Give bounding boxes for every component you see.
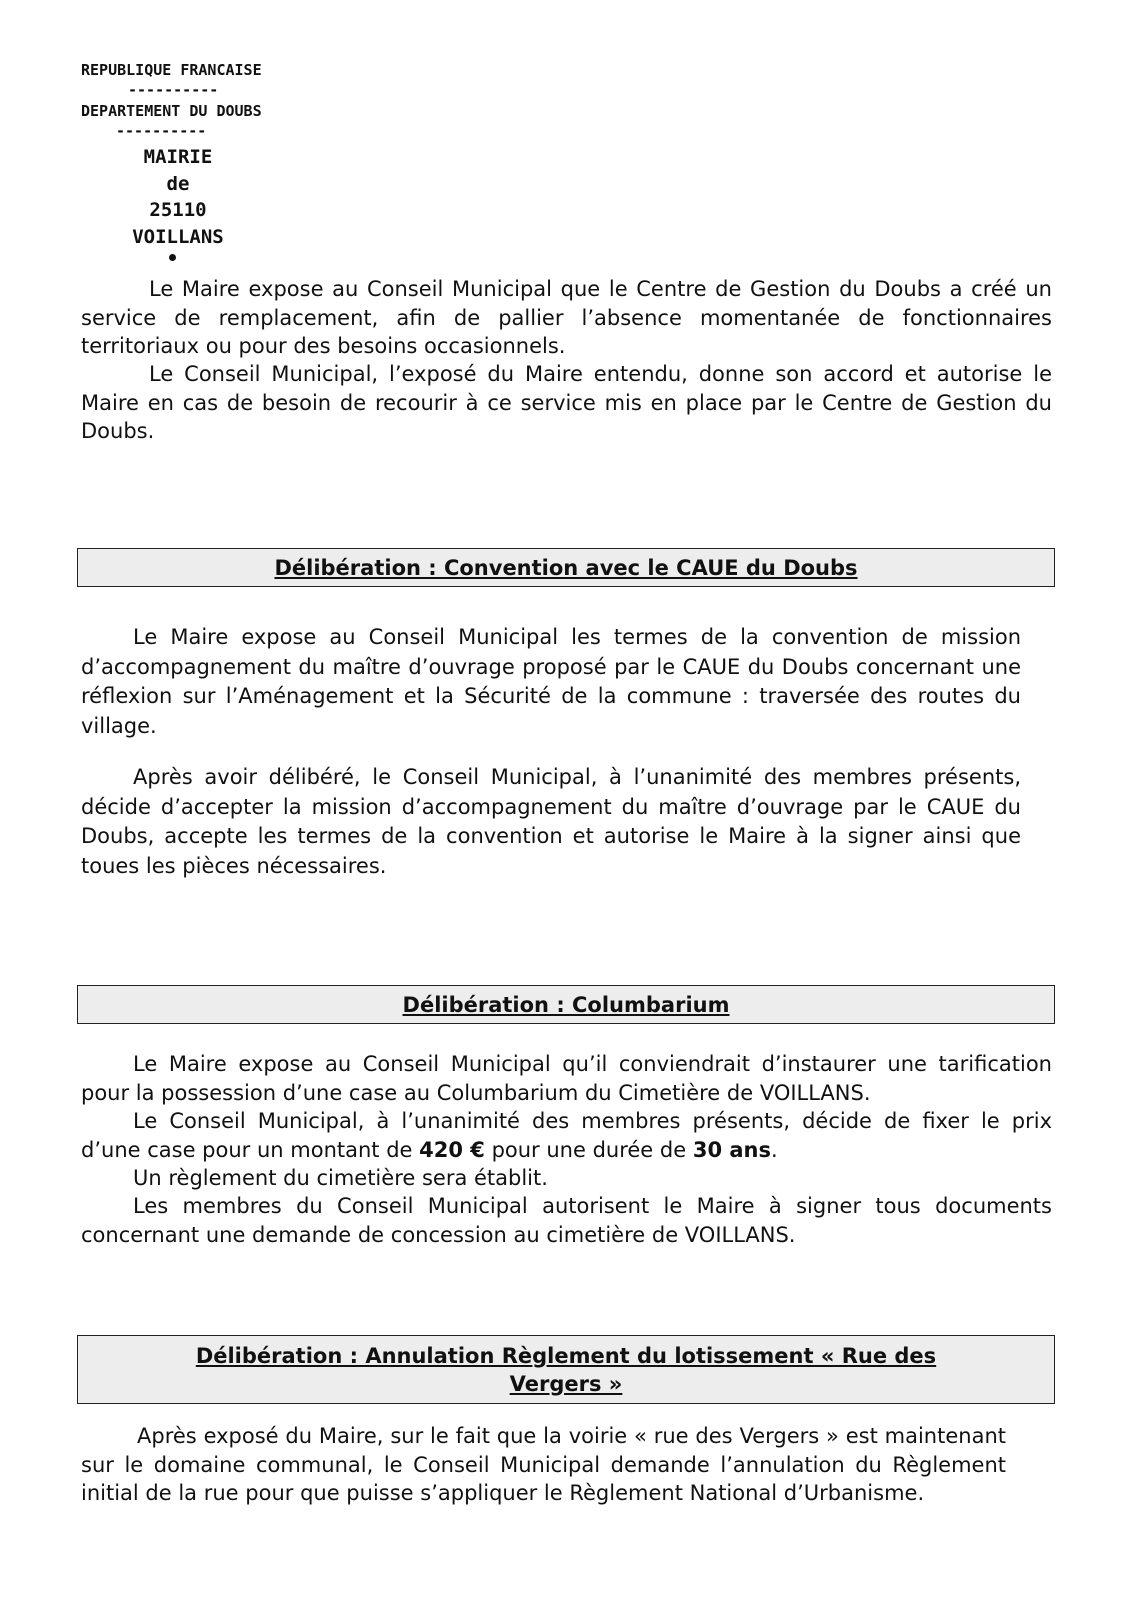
section-title-line: Vergers »: [509, 1371, 623, 1396]
section-paragraph: Le Maire expose au Conseil Municipal qu’il conviendrait d’instaurer une tarification pour la possession d’une case au Columbarium du Cimetière de VOILLANS.: [81, 1052, 1052, 1105]
price-text-before: Le Conseil Municipal, à l’unanimité des membres présents, décide de fixer le prix d’une case pour un montant de: [81, 1109, 1052, 1162]
mairie-block: [100, 144, 256, 250]
header-separator: ----------: [128, 81, 219, 99]
section-title-line: Délibération : Annulation Règlement du lotissement « Rue des: [195, 1343, 937, 1368]
price-text-middle: pour une durée de: [484, 1137, 693, 1162]
section-paragraph: Le Maire expose au Conseil Municipal les termes de la convention de mission d’accompagnement du maître d’ouvrage proposé par le CAUE du Doubs concernant une réflexion sur l’Aménagement et la Sécurité de la commune : traversée des routes du village.: [81, 625, 1021, 738]
bullet-dot: [169, 254, 176, 261]
price-paragraph: [81, 1107, 1052, 1164]
header-departement: DEPARTEMENT DU DOUBS: [81, 102, 262, 120]
section-paragraph: Après avoir délibéré, le Conseil Municipal, à l’unanimité des membres présents, décide d’accepter la mission d’accompagnement du maître d’ouvrage par le CAUE du Doubs, accepte les termes de la convention et autorise le Maire à la signer ainsi que toues les pièces nécessaires.: [81, 765, 1021, 878]
section-title-box: [77, 1335, 1055, 1404]
section-title: Délibération : Columbarium: [402, 992, 730, 1017]
mairie-label: MAIRIE: [143, 146, 213, 168]
section-title: Délibération : Convention avec le CAUE du Doubs: [274, 555, 858, 580]
header-separator: ----------: [116, 122, 207, 140]
section-paragraph: Un règlement du cimetière sera établit.: [133, 1166, 548, 1190]
intro-paragraph: Le Conseil Municipal, l’exposé du Maire entendu, donne son accord et autorise le Maire en cas de besoin de recourir à ce service mis en place par le Centre de Gestion du Doubs.: [81, 362, 1052, 443]
commune-name: VOILLANS: [132, 225, 224, 248]
section-paragraph: Les membres du Conseil Municipal autorisent le Maire à signer tous documents concernant une demande de concession au cimetière de VOILLANS.: [81, 1194, 1052, 1247]
duration-amount: 30 ans: [692, 1137, 771, 1162]
intro-paragraph: Le Maire expose au Conseil Municipal que le Centre de Gestion du Doubs a créé un service de remplacement, afin de pallier l’absence momentanée de fonctionnaires territoriaux ou pour des besoins occasionnels.: [81, 277, 1052, 358]
section-title-box: [77, 548, 1055, 587]
section-title-box: [77, 985, 1055, 1024]
section-title: [186, 1342, 946, 1398]
postal-code: 25110: [149, 199, 207, 221]
price-text-after: .: [771, 1137, 778, 1162]
header-republique: REPUBLIQUE FRANCAISE: [81, 61, 262, 79]
price-amount: 420 €: [419, 1137, 485, 1162]
mairie-de: de: [166, 172, 190, 195]
section-paragraph: Après exposé du Maire, sur le fait que la voirie « rue des Vergers » est maintenant sur le domaine communal, le Conseil Municipal demande l’annulation du Règlement initial de la rue pour que puisse s’appliquer le Règlement National d’Urbanisme.: [81, 1424, 1006, 1505]
